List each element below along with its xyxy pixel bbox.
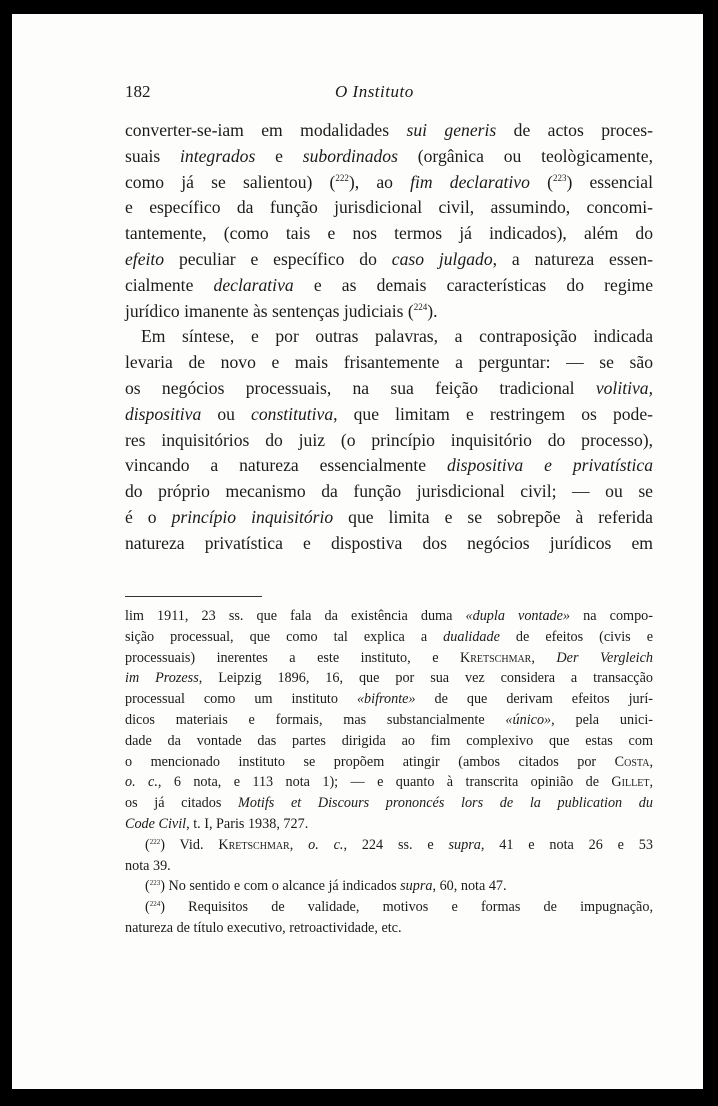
- running-title: O Instituto: [335, 82, 414, 101]
- text-run: peculiar e específico do: [164, 248, 392, 269]
- text-run: dade da vontade das partes dirigida ao fim complexivo que estas com: [125, 732, 653, 749]
- text-run: de actos proces-: [496, 120, 653, 140]
- text-run: , Leipzig 1896, 16, que por sua vez considera a transacção: [198, 670, 653, 687]
- footnote-separator: [125, 596, 262, 597]
- author-name: Kretschmar: [459, 649, 532, 666]
- text-run: vincando a natureza essencialmente: [125, 455, 447, 476]
- text-run: ) essencial: [566, 171, 653, 192]
- text-line: [125, 324, 653, 350]
- italic-text: declarativa: [213, 274, 294, 295]
- page-number: 182: [125, 82, 151, 101]
- text-line: [125, 350, 653, 376]
- text-run: o mencionado instituto se propõem atingir (ambos citados por: [125, 753, 615, 770]
- footnote-line: [125, 793, 653, 814]
- italic-text: Motifs et Discours prononcés lors de la publication du: [238, 795, 653, 812]
- footnote-line: [125, 627, 653, 648]
- text-run: res inquisitórios do juiz (o princípio inquisitório do processo),: [125, 429, 653, 450]
- footnote-line: [125, 856, 653, 877]
- italic-text: dispositiva e privatística: [446, 455, 653, 476]
- text-run: , a natureza essen-: [492, 248, 653, 269]
- text-line: [125, 479, 653, 505]
- text-run: que limita e se sobrepõe à referida: [333, 506, 653, 527]
- italic-text: supra: [448, 836, 481, 853]
- italic-text: o. c.: [308, 836, 344, 853]
- text-run: ).: [427, 300, 438, 321]
- text-line: [125, 505, 653, 531]
- italic-text: integrados: [180, 145, 256, 166]
- text-run: (: [145, 836, 150, 853]
- text-line: [125, 402, 653, 428]
- text-run: , 41 e nota 26 e 53: [480, 836, 653, 853]
- text-run: (: [529, 171, 553, 192]
- italic-text: dualidade: [443, 628, 500, 645]
- text-run: ), ao: [348, 171, 411, 192]
- text-line: [125, 531, 653, 557]
- text-run: natureza privatística e dispostiva dos negócios jurídicos em: [125, 532, 653, 553]
- text-run: de efeitos (civis e: [499, 628, 653, 645]
- text-run: ,: [649, 774, 653, 791]
- text-run: do próprio mecanismo da função jurisdicional civil; — ou se: [125, 481, 653, 502]
- author-name: Kretschmar: [218, 836, 290, 853]
- footnote-line: [125, 814, 653, 835]
- footnote-line: [125, 689, 653, 710]
- text-run: (orgânica ou teològicamente,: [397, 145, 654, 166]
- text-run: converter-se-iam em modalidades: [125, 120, 407, 140]
- italic-text: volitiva,: [595, 377, 653, 398]
- italic-text: subordinados: [302, 145, 398, 166]
- italic-text: constitutiva: [251, 403, 334, 424]
- italic-text: princípio inquisitório: [171, 506, 334, 527]
- footnote-reference: 223: [552, 172, 567, 183]
- italic-text: «dupla vontade»: [465, 608, 571, 624]
- text-line: [125, 428, 653, 454]
- text-run: , pela unici-: [551, 711, 653, 728]
- text-run: na compo-: [570, 608, 653, 624]
- text-run: ,: [649, 753, 653, 770]
- italic-text: sui generis: [406, 120, 497, 140]
- text-line: [125, 273, 653, 299]
- text-run: , 60, nota 47.: [432, 878, 507, 895]
- footnote-line: [125, 752, 653, 773]
- text-run: , que limitam e restringem os pode-: [333, 403, 654, 424]
- text-run: ) Vid.: [160, 836, 219, 853]
- text-run: e: [255, 145, 303, 166]
- author-name: Gillet: [611, 774, 650, 791]
- text-run: cialmente: [125, 274, 214, 295]
- footnote-line: [125, 772, 653, 793]
- text-run: processual como um instituto: [125, 691, 357, 708]
- book-page: [12, 14, 703, 1089]
- italic-text: im Prozess: [125, 670, 199, 687]
- text-run: processuais) inerentes a este instituto, e: [125, 649, 460, 666]
- text-run: os negócios processuais, na sua feição tradicional: [125, 377, 596, 398]
- page-header: [125, 78, 653, 106]
- italic-text: o. c.: [125, 774, 158, 791]
- text-line: [125, 453, 653, 479]
- text-run: , 224 ss. e: [343, 836, 449, 853]
- text-run: suais: [125, 145, 181, 166]
- text-run: Em síntese, e por outras palavras, a contraposição indicada: [141, 326, 653, 347]
- text-run: levaria de novo e mais frisantemente a perguntar: — se são: [125, 352, 653, 373]
- italic-text: dispositiva: [125, 403, 202, 424]
- text-run: nota 39.: [125, 857, 171, 874]
- footnote-line: [125, 918, 653, 939]
- footnote-reference: 224: [413, 301, 428, 312]
- italic-text: efeito: [125, 248, 165, 269]
- text-run: tantemente, (como tais e nos termos já indicados), além do: [125, 223, 653, 244]
- footnote-reference: 222: [335, 172, 349, 183]
- author-name: Costa: [614, 753, 650, 770]
- text-run: (: [145, 899, 150, 916]
- footnote-line: [125, 835, 653, 856]
- text-line: [125, 170, 653, 196]
- italic-text: «bifronte»: [356, 691, 416, 708]
- text-line: [125, 221, 653, 247]
- text-run: ) Requisitos de validade, motivos e formas de impugnação,: [160, 899, 653, 916]
- text-run: de que derivam efeitos jurí-: [415, 691, 653, 708]
- text-line: [125, 195, 653, 221]
- text-run: ,: [289, 836, 309, 853]
- text-run: (: [145, 878, 150, 895]
- footnote-line: [125, 648, 653, 669]
- text-run: e específico da função jurisdicional civil, assumindo, concomi-: [125, 197, 653, 218]
- text-line: [125, 376, 653, 402]
- italic-text: fim declarativo: [410, 171, 530, 192]
- footnote-line: [125, 876, 653, 897]
- italic-text: «único»: [505, 711, 552, 728]
- footnote-line: [125, 710, 653, 731]
- text-run: e as demais características do regime: [293, 274, 653, 295]
- text-run: lim 1911, 23 ss. que fala da existência duma: [125, 608, 466, 624]
- footnote-line: [125, 606, 653, 627]
- text-run: é o: [125, 506, 172, 527]
- text-line: [125, 247, 653, 273]
- main-text: [125, 118, 653, 557]
- text-run: jurídico imanente às sentenças judiciais (: [125, 300, 414, 321]
- footnote-reference: 224: [149, 900, 161, 909]
- text-run: dicos materiais e formais, mas substancialmente: [125, 711, 506, 728]
- footnote-line: [125, 897, 653, 918]
- text-line: [125, 144, 653, 170]
- text-run: ) No sentido e com o alcance já indicados: [160, 878, 401, 895]
- footnote-line: [125, 731, 653, 752]
- text-run: , t. I, Paris 1938, 727.: [186, 815, 309, 832]
- footnote-reference: 222: [149, 837, 161, 846]
- italic-text: caso julgado: [391, 248, 493, 269]
- text-run: , 6 nota, e 113 nota 1); — e quanto à transcrita opinião de: [157, 774, 612, 791]
- text-run: os já citados: [125, 795, 239, 812]
- text-run: como já se salientou) (: [125, 171, 336, 192]
- italic-text: Der Vergleich: [556, 649, 654, 666]
- text-run: ou: [201, 403, 252, 424]
- text-run: natureza de título executivo, retroactividade, etc.: [125, 919, 402, 936]
- italic-text: Code Civil: [125, 815, 187, 832]
- italic-text: supra: [400, 878, 433, 895]
- text-run: ,: [531, 649, 557, 666]
- footnote-reference: 223: [149, 879, 161, 888]
- text-line: [125, 299, 653, 325]
- text-line: [125, 118, 653, 144]
- text-run: sição processual, que como tal explica a: [125, 628, 444, 645]
- footnotes: [125, 606, 653, 939]
- footnote-line: [125, 668, 653, 689]
